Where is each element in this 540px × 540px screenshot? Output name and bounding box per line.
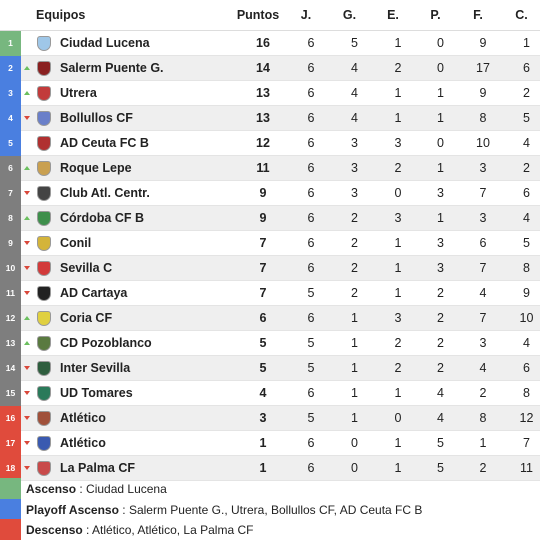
goals-against-cell: 4	[523, 136, 530, 150]
team-name[interactable]: UD Tomares	[60, 386, 133, 400]
table-row[interactable]	[0, 356, 540, 381]
team-name[interactable]: Inter Sevilla	[60, 361, 131, 375]
points-cell: 5	[259, 336, 267, 350]
position-badge: 15	[0, 381, 21, 406]
drawn-cell: 1	[394, 86, 402, 100]
header-goals-against[interactable]: C.	[515, 8, 528, 22]
header-goals-for[interactable]: F.	[473, 8, 483, 22]
drawn-cell: 2	[394, 361, 402, 375]
played-cell: 6	[307, 211, 315, 225]
drawn-cell: 1	[394, 111, 402, 125]
goals-for-cell: 3	[479, 336, 487, 350]
table-row[interactable]	[0, 131, 540, 156]
team-crest	[33, 136, 55, 151]
points-cell: 4	[259, 386, 267, 400]
legend-text: Ascenso : Ciudad Lucena	[26, 481, 167, 496]
played-cell: 6	[307, 36, 315, 50]
legend-text: Descenso : Atlético, Atlético, La Palma CF	[26, 522, 254, 537]
trend-indicator	[21, 166, 33, 170]
team-crest	[33, 361, 55, 376]
played-cell: 5	[307, 411, 315, 425]
goals-for-cell: 4	[479, 361, 487, 375]
team-crest	[33, 111, 55, 126]
table-row[interactable]	[0, 31, 540, 56]
legend-label: Descenso	[26, 522, 83, 537]
goals-for-cell: 8	[479, 411, 487, 425]
crest-icon	[37, 236, 51, 251]
lost-cell: 5	[437, 436, 444, 450]
goals-for-cell: 8	[479, 111, 487, 125]
legend-label: Ascenso	[26, 481, 77, 496]
position-badge: 3	[0, 81, 21, 106]
team-name[interactable]: La Palma CF	[60, 461, 136, 475]
points-cell: 13	[256, 111, 270, 125]
drawn-cell: 3	[394, 136, 402, 150]
goals-against-cell: 6	[523, 61, 530, 75]
team-name[interactable]: Sevilla C	[60, 261, 113, 275]
team-crest	[33, 436, 55, 451]
goals-for-cell: 2	[479, 386, 487, 400]
played-cell: 5	[307, 286, 315, 300]
points-cell: 6	[259, 311, 267, 325]
position-badge: 14	[0, 356, 21, 381]
played-cell: 6	[307, 436, 315, 450]
table-row[interactable]	[0, 331, 540, 356]
crest-icon	[37, 311, 51, 326]
crest-icon	[37, 286, 51, 301]
goals-for-cell: 3	[479, 161, 487, 175]
lost-cell: 2	[437, 286, 444, 300]
won-cell: 2	[351, 286, 358, 300]
played-cell: 6	[307, 86, 315, 100]
goals-for-cell: 9	[479, 36, 487, 50]
team-crest	[33, 336, 55, 351]
drawn-cell: 1	[394, 36, 402, 50]
team-name[interactable]: CD Pozoblanco	[60, 336, 152, 350]
won-cell: 3	[351, 186, 358, 200]
table-row[interactable]	[0, 106, 540, 131]
lost-cell: 2	[437, 361, 444, 375]
played-cell: 6	[307, 236, 315, 250]
drawn-cell: 2	[394, 161, 402, 175]
team-crest	[33, 411, 55, 426]
points-cell: 11	[256, 161, 270, 175]
played-cell: 6	[307, 461, 315, 475]
header-played[interactable]: J.	[300, 8, 312, 22]
goals-against-cell: 11	[520, 461, 533, 475]
table-row[interactable]	[0, 156, 540, 181]
crest-icon	[37, 136, 51, 151]
trend-indicator	[21, 191, 33, 195]
team-crest	[33, 186, 55, 201]
lost-cell: 0	[437, 136, 444, 150]
legend-text: Playoff Ascenso : Salerm Puente G., Utrera, Bollullos CF, AD Ceuta FC B	[26, 502, 423, 517]
trend-indicator	[21, 66, 33, 70]
trend-indicator	[21, 341, 33, 345]
goals-against-cell: 2	[523, 86, 530, 100]
crest-icon	[37, 61, 51, 76]
crest-icon	[37, 111, 51, 126]
trend-down-icon	[24, 241, 30, 245]
won-cell: 4	[351, 111, 358, 125]
goals-against-cell: 2	[523, 161, 530, 175]
header-won[interactable]: G.	[342, 8, 357, 22]
drawn-cell: 3	[394, 311, 402, 325]
crest-icon	[37, 461, 51, 476]
points-cell: 16	[256, 36, 270, 50]
crest-icon	[37, 361, 51, 376]
legend-item	[0, 499, 540, 520]
team-name[interactable]: Coria CF	[60, 311, 113, 325]
points-cell: 9	[259, 186, 267, 200]
points-cell: 12	[256, 136, 270, 150]
lost-cell: 1	[437, 86, 444, 100]
trend-indicator	[21, 466, 33, 470]
team-name[interactable]: Club Atl. Centr.	[60, 186, 150, 200]
trend-down-icon	[24, 116, 30, 120]
points-cell: 13	[256, 86, 270, 100]
team-crest	[33, 386, 55, 401]
played-cell: 5	[307, 361, 315, 375]
table-body	[0, 31, 540, 481]
points-cell: 7	[259, 286, 267, 300]
goals-against-cell: 12	[519, 411, 534, 425]
position-badge: 5	[0, 131, 21, 156]
trend-up-icon	[24, 341, 30, 345]
position-badge: 4	[0, 106, 21, 131]
table-row[interactable]	[0, 406, 540, 431]
drawn-cell: 0	[394, 186, 402, 200]
lost-cell: 4	[437, 411, 444, 425]
trend-indicator	[21, 391, 33, 395]
crest-icon	[37, 386, 51, 401]
goals-for-cell: 2	[479, 461, 487, 475]
lost-cell: 2	[437, 311, 444, 325]
drawn-cell: 2	[394, 61, 402, 75]
drawn-cell: 1	[394, 386, 402, 400]
legend-label: Playoff Ascenso	[26, 502, 119, 517]
played-cell: 6	[307, 261, 315, 275]
won-cell: 5	[351, 36, 358, 50]
points-cell: 1	[259, 436, 267, 450]
team-name[interactable]: Roque Lepe	[60, 161, 132, 175]
team-crest	[33, 211, 55, 226]
goals-for-cell: 4	[479, 286, 487, 300]
points-cell: 9	[259, 211, 267, 225]
played-cell: 6	[307, 136, 315, 150]
goals-for-cell: 3	[479, 211, 487, 225]
trend-down-icon	[24, 416, 30, 420]
goals-against-cell: 10	[519, 311, 534, 325]
team-name[interactable]: Córdoba CF B	[60, 211, 145, 225]
lost-cell: 1	[437, 111, 444, 125]
won-cell: 2	[351, 236, 358, 250]
team-name[interactable]: Conil	[60, 236, 92, 250]
table-row[interactable]	[0, 206, 540, 231]
legend-color-strip	[0, 478, 21, 499]
team-name[interactable]: Salerm Puente G.	[60, 61, 164, 75]
won-cell: 1	[351, 386, 358, 400]
position-badge: 16	[0, 406, 21, 431]
lost-cell: 3	[437, 236, 444, 250]
goals-against-cell: 4	[523, 336, 530, 350]
drawn-cell: 1	[394, 286, 402, 300]
table-row[interactable]	[0, 431, 540, 456]
lost-cell: 1	[437, 161, 444, 175]
lost-cell: 2	[437, 336, 444, 350]
trend-up-icon	[24, 316, 30, 320]
position-badge: 13	[0, 331, 21, 356]
won-cell: 1	[351, 311, 358, 325]
trend-indicator	[21, 116, 33, 120]
team-crest	[33, 161, 55, 176]
played-cell: 6	[307, 61, 315, 75]
trend-up-icon	[24, 91, 30, 95]
trend-down-icon	[24, 266, 30, 270]
crest-icon	[37, 36, 51, 51]
drawn-cell: 1	[394, 436, 402, 450]
team-name[interactable]: Bollullos CF	[60, 111, 133, 125]
position-badge: 12	[0, 306, 21, 331]
position-badge: 6	[0, 156, 21, 181]
trend-indicator	[21, 216, 33, 220]
legend-item	[0, 519, 540, 540]
drawn-cell: 1	[394, 261, 402, 275]
trend-down-icon	[24, 466, 30, 470]
played-cell: 5	[307, 336, 315, 350]
won-cell: 0	[351, 436, 358, 450]
table-row[interactable]	[0, 81, 540, 106]
team-name[interactable]: Ciudad Lucena	[60, 36, 150, 50]
team-crest	[33, 261, 55, 276]
table-row[interactable]	[0, 381, 540, 406]
lost-cell: 5	[437, 461, 444, 475]
points-cell: 5	[259, 361, 267, 375]
crest-icon	[37, 336, 51, 351]
trend-indicator	[21, 416, 33, 420]
table-row[interactable]	[0, 231, 540, 256]
position-badge: 2	[0, 56, 21, 81]
trend-indicator	[21, 91, 33, 95]
points-cell: 14	[256, 61, 270, 75]
trend-down-icon	[24, 291, 30, 295]
team-name[interactable]: AD Cartaya	[60, 286, 128, 300]
trend-indicator	[21, 316, 33, 320]
goals-for-cell: 7	[479, 261, 487, 275]
goals-for-cell: 7	[479, 186, 487, 200]
drawn-cell: 3	[394, 211, 402, 225]
team-name[interactable]: Atlético	[60, 436, 106, 450]
team-name[interactable]: Atlético	[60, 411, 106, 425]
team-crest	[33, 36, 55, 51]
won-cell: 4	[351, 61, 358, 75]
played-cell: 6	[307, 386, 315, 400]
trend-indicator	[21, 241, 33, 245]
position-badge: 17	[0, 431, 21, 456]
played-cell: 6	[307, 311, 315, 325]
goals-for-cell: 17	[476, 61, 490, 75]
trend-indicator	[21, 441, 33, 445]
team-crest	[33, 461, 55, 476]
goals-for-cell: 9	[479, 86, 487, 100]
team-name[interactable]: AD Ceuta FC B	[60, 136, 149, 150]
crest-icon	[37, 261, 51, 276]
legend-teams: Ciudad Lucena	[86, 481, 167, 496]
points-cell: 1	[259, 461, 267, 475]
crest-icon	[37, 436, 51, 451]
team-name[interactable]: Utrera	[60, 86, 97, 100]
drawn-cell: 1	[394, 461, 402, 475]
trend-down-icon	[24, 441, 30, 445]
lost-cell: 3	[437, 186, 444, 200]
trend-indicator	[21, 266, 33, 270]
goals-against-cell: 5	[523, 236, 530, 250]
played-cell: 6	[307, 161, 315, 175]
trend-down-icon	[24, 366, 30, 370]
trend-up-icon	[24, 216, 30, 220]
goals-against-cell: 9	[523, 286, 530, 300]
lost-cell: 0	[437, 61, 444, 75]
won-cell: 2	[351, 211, 358, 225]
table-row[interactable]	[0, 56, 540, 81]
points-cell: 7	[259, 261, 267, 275]
crest-icon	[37, 161, 51, 176]
drawn-cell: 2	[394, 336, 402, 350]
legend-teams: Salerm Puente G., Utrera, Bollullos CF, AD Ceuta FC B	[128, 502, 423, 517]
legend-color-strip	[0, 499, 21, 520]
goals-against-cell: 8	[523, 386, 530, 400]
goals-against-cell: 4	[523, 211, 530, 225]
table-row[interactable]	[0, 181, 540, 206]
won-cell: 1	[351, 361, 358, 375]
played-cell: 6	[307, 111, 315, 125]
crest-icon	[37, 86, 51, 101]
crest-icon	[37, 411, 51, 426]
crest-icon	[37, 186, 51, 201]
header-team[interactable]: Equipos	[36, 8, 86, 22]
position-badge: 10	[0, 256, 21, 281]
goals-against-cell: 1	[523, 36, 530, 50]
goals-for-cell: 1	[479, 436, 487, 450]
played-cell: 6	[307, 186, 315, 200]
position-badge: 1	[0, 31, 21, 56]
goals-against-cell: 6	[523, 361, 530, 375]
goals-against-cell: 5	[523, 111, 530, 125]
won-cell: 3	[351, 136, 358, 150]
lost-cell: 3	[437, 261, 444, 275]
position-badge: 8	[0, 206, 21, 231]
position-badge: 9	[0, 231, 21, 256]
won-cell: 4	[351, 86, 358, 100]
trend-down-icon	[24, 391, 30, 395]
goals-against-cell: 8	[523, 261, 530, 275]
won-cell: 3	[351, 161, 358, 175]
position-badge: 11	[0, 281, 21, 306]
lost-cell: 1	[437, 211, 444, 225]
legend-teams: Atlético, Atlético, La Palma CF	[92, 522, 254, 537]
trend-up-icon	[24, 166, 30, 170]
header-drawn[interactable]: E.	[387, 8, 399, 22]
position-badge: 7	[0, 181, 21, 206]
team-crest	[33, 286, 55, 301]
won-cell: 2	[351, 261, 358, 275]
goals-for-cell: 10	[476, 136, 490, 150]
goals-against-cell: 7	[523, 436, 530, 450]
trend-down-icon	[24, 191, 30, 195]
trend-indicator	[21, 291, 33, 295]
points-cell: 3	[259, 411, 267, 425]
lost-cell: 4	[437, 386, 444, 400]
position-badge: 18	[0, 456, 21, 481]
team-crest	[33, 61, 55, 76]
team-crest	[33, 236, 55, 251]
team-crest	[33, 86, 55, 101]
trend-indicator	[21, 366, 33, 370]
crest-icon	[37, 211, 51, 226]
table-row[interactable]	[0, 281, 540, 306]
trend-up-icon	[24, 66, 30, 70]
header-lost[interactable]: P.	[430, 8, 441, 22]
won-cell: 0	[351, 461, 358, 475]
goals-for-cell: 7	[479, 311, 487, 325]
table-row[interactable]	[0, 256, 540, 281]
lost-cell: 0	[437, 36, 444, 50]
won-cell: 1	[351, 411, 358, 425]
legend-color-strip	[0, 519, 21, 540]
table-header	[0, 0, 540, 31]
won-cell: 1	[351, 336, 358, 350]
goals-for-cell: 6	[479, 236, 487, 250]
points-cell: 7	[259, 236, 267, 250]
team-crest	[33, 311, 55, 326]
drawn-cell: 1	[394, 236, 402, 250]
goals-against-cell: 6	[523, 186, 530, 200]
legend-item	[0, 478, 540, 499]
drawn-cell: 0	[394, 411, 402, 425]
header-points[interactable]: Puntos	[236, 8, 280, 22]
table-row[interactable]	[0, 306, 540, 331]
